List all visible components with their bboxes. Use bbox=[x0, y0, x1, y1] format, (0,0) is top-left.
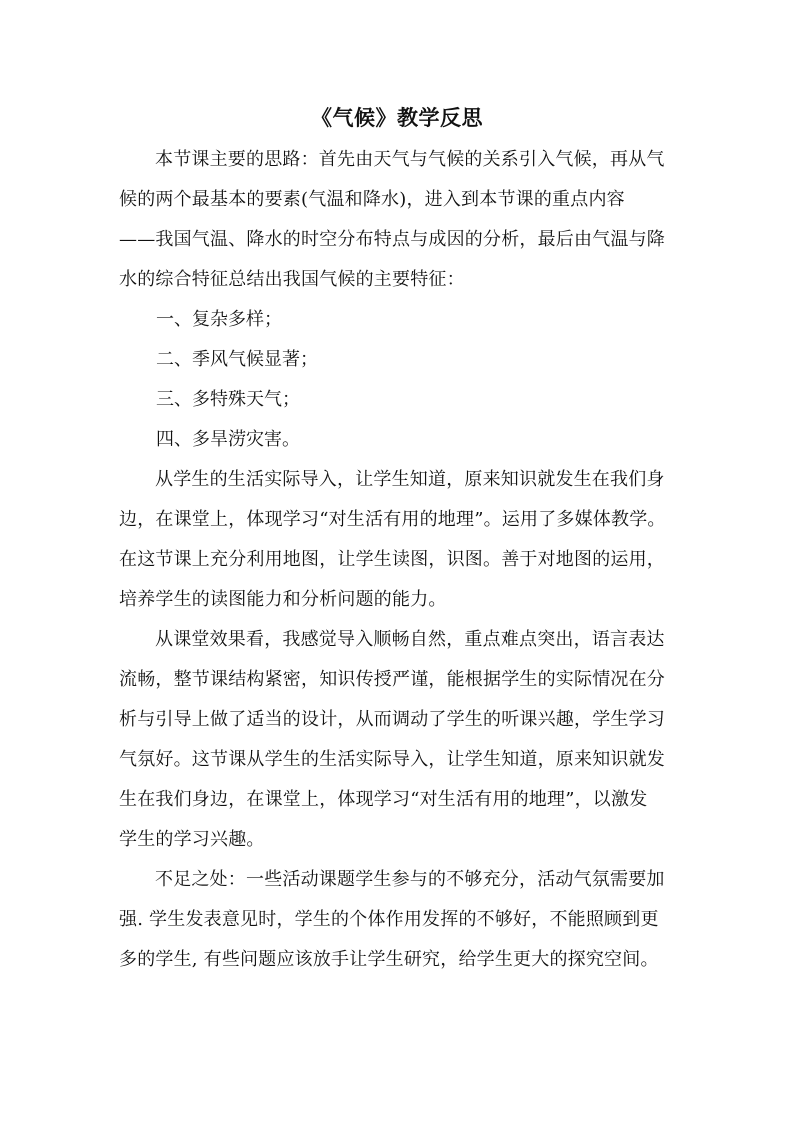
paragraph-line: 从学生的生活实际导入，让学生知道，原来知识就发生在我们身 bbox=[155, 469, 665, 490]
paragraph-shortcomings bbox=[119, 860, 675, 980]
paragraph-line: 培养学生的读图能力和分析问题的能力。 bbox=[119, 589, 447, 610]
paragraph-line: ——我国气温、降水的时空分布特点与成因的分析，最后由气温与降 bbox=[119, 229, 665, 250]
paragraph-line: 候的两个最基本的要素(气温和降水)，进入到本节课的重点内容 bbox=[119, 189, 625, 210]
document-title: 《气候》教学反思 bbox=[311, 105, 483, 130]
paragraph-line: 在这节课上充分利用地图，让学生读图，识图。善于对地图的运用， bbox=[119, 549, 665, 570]
paragraph-line: 强. 学生发表意见时，学生的个体作用发挥的不够好，不能照顾到更 bbox=[119, 909, 659, 930]
paragraph-line: 边，在课堂上，体现学习“对生活有用的地理”。运用了多媒体教学。 bbox=[119, 509, 666, 530]
paragraph-teaching-method bbox=[119, 460, 675, 620]
paragraph-line: 流畅，整节课结构紧密，知识传授严谨，能根据学生的实际情况在分 bbox=[119, 669, 665, 690]
paragraph-intro bbox=[119, 140, 675, 300]
paragraph-line: 气氛好。这节课从学生的生活实际导入，让学生知道，原来知识就发 bbox=[119, 749, 665, 770]
feature-list bbox=[119, 300, 675, 460]
paragraph-line: 多的学生, 有些问题应该放手让学生研究，给学生更大的探究空间。 bbox=[119, 949, 659, 970]
paragraph-effect bbox=[119, 620, 675, 860]
paragraph-line: 本节课主要的思路：首先由天气与气候的关系引入气候，再从气 bbox=[155, 149, 665, 170]
list-item: 四、多旱涝灾害。 bbox=[156, 429, 300, 450]
list-item: 三、多特殊天气； bbox=[156, 389, 300, 410]
list-item: 一、复杂多样； bbox=[156, 309, 282, 330]
paragraph-line: 从课堂效果看，我感觉导入顺畅自然，重点难点突出，语言表达 bbox=[155, 629, 665, 650]
list-item: 二、季风气候显著； bbox=[156, 349, 318, 370]
paragraph-line: 学生的学习兴趣。 bbox=[119, 829, 265, 850]
paragraph-line: 析与引导上做了适当的设计，从而调动了学生的听课兴趣，学生学习 bbox=[119, 709, 665, 730]
paragraph-line: 生在我们身边，在课堂上，体现学习“对生活有用的地理”，以激发 bbox=[119, 789, 648, 810]
document-body bbox=[119, 96, 675, 980]
paragraph-line: 不足之处：一些活动课题学生参与的不够充分，活动气氛需要加 bbox=[155, 869, 665, 890]
paragraph-line: 水的综合特征总结出我国气候的主要特征： bbox=[119, 269, 465, 290]
